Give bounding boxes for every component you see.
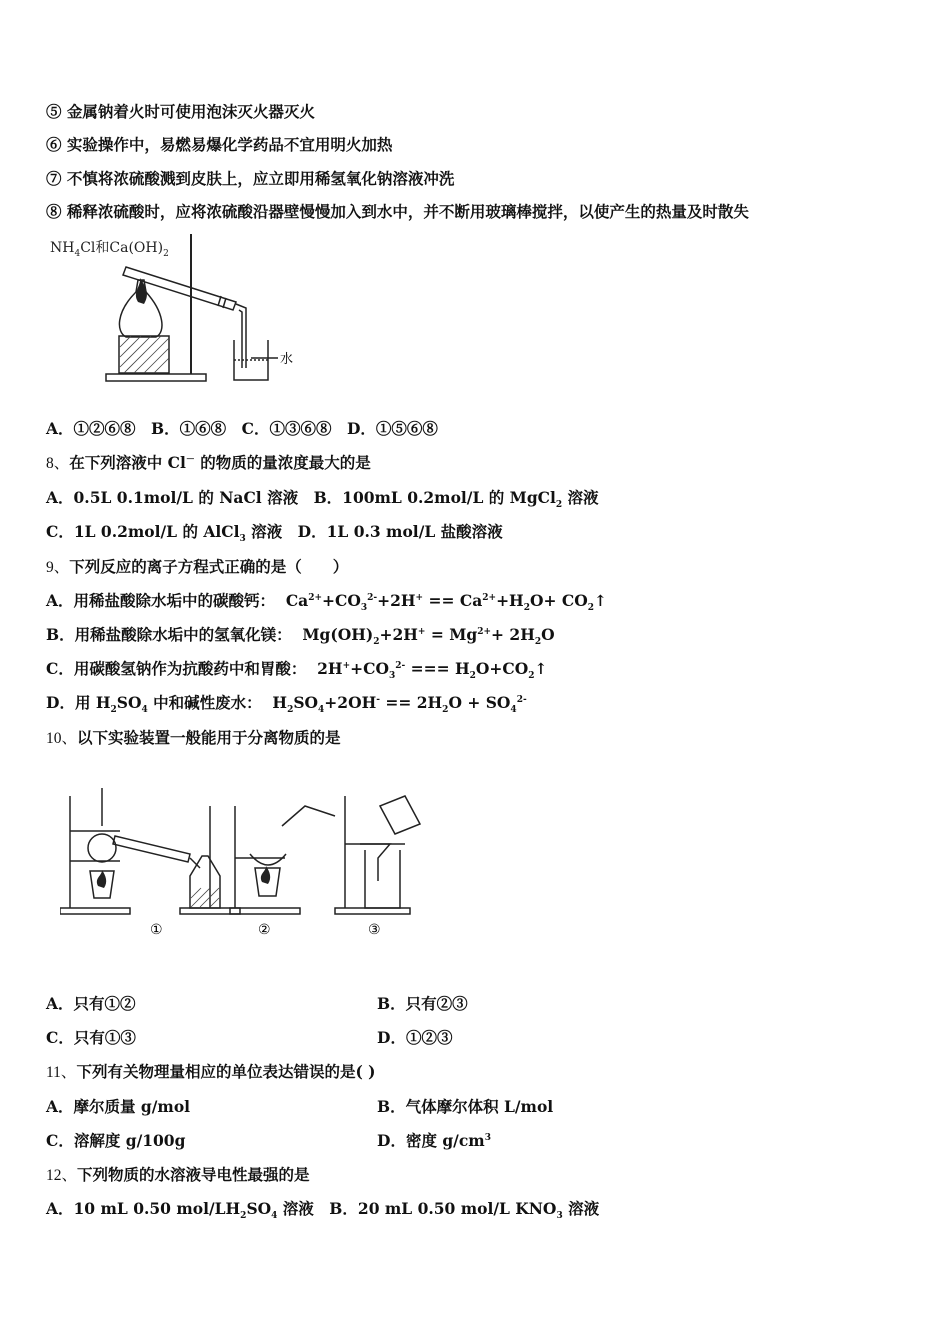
q10-option-b: B．只有②③ xyxy=(377,994,468,1013)
ammonia-apparatus-figure xyxy=(46,232,316,392)
q9-option-b: B．用稀盐酸除水垢中的氢氧化镁： $Mg(OH)_2+2H^+ = Mg^{2+}+ 2H_2O$ xyxy=(46,625,555,648)
q10-stem: 10、以下实验装置一般能用于分离物质的是 xyxy=(46,728,341,747)
q9-option-c: C．用碳酸氢钠作为抗酸药中和胃酸： $2H^++CO_3^{2-}$ === $H_2O+CO_2↑$ xyxy=(46,659,548,682)
q11-option-b: B．气体摩尔体积 L/mol xyxy=(377,1097,554,1116)
item-7: ⑦ 不慎将浓硫酸溅到皮肤上，应立即用稀氢氧化钠溶液冲洗 xyxy=(46,169,455,188)
q7-options: A．①②⑥⑧ B．①⑥⑧ C．①③⑥⑧ D．①⑤⑥⑧ xyxy=(46,419,438,438)
item-8: ⑧ 稀释浓硫酸时，应将浓硫酸沿器壁慢慢加入到水中，并不断用玻璃棒搅拌，以使产生的热量及时散失 xyxy=(46,202,749,221)
q8-options-ab: A．0.5L 0.1mol/L 的 NaCl 溶液 B．100mL 0.2mol/L 的 MgCl$_2$ 溶液 xyxy=(46,488,599,511)
q10-option-d: D．①②③ xyxy=(377,1028,453,1047)
q11-option-c: C．溶解度 g/100g xyxy=(46,1131,186,1150)
svg-text:②: ② xyxy=(258,922,271,938)
item-5: ⑤ 金属钠着火时可使用泡沫灭火器灭火 xyxy=(46,102,315,121)
q9-stem: 9、下列反应的离子方程式正确的是（ ） xyxy=(46,557,349,576)
q12-stem: 12、下列物质的水溶液导电性最强的是 xyxy=(46,1165,310,1184)
q9-option-a: A．用稀盐酸除水垢中的碳酸钙： $Ca^{2+}+CO_3^{2-}+2H^+ == Ca^{2+}+H_2O+$ $CO_2↑$ xyxy=(46,591,607,614)
q8-stem: 8、在下列溶液中 Cl－ 的物质的量浓度最大的是 xyxy=(46,453,371,472)
q8-options-cd: C．1L 0.2mol/L 的 AlCl$_3$ 溶液 D．1L 0.3 mol/L 盐酸溶液 xyxy=(46,522,503,545)
q10-option-a: A．只有①② xyxy=(46,994,136,1013)
q11-stem: 11、下列有关物理量相应的单位表达错误的是( ) xyxy=(46,1062,376,1081)
separation-apparatus-figure xyxy=(60,786,450,946)
svg-text:①: ① xyxy=(150,922,163,938)
svg-text:③: ③ xyxy=(368,922,381,938)
svg-text:水: 水 xyxy=(280,352,294,367)
q11-option-a: A．摩尔质量 g/mol xyxy=(46,1097,191,1116)
q9-option-d: D．用 $H_2SO_4$ 中和碱性废水： $H_2SO_4+2OH^- == 2H_2O + SO_4^{2-}$ xyxy=(46,693,527,716)
svg-text:NH4Cl和Ca(OH)2: $NH_4Cl$和$Ca(OH)_2$ xyxy=(50,240,169,259)
q10-option-c: C．只有①③ xyxy=(46,1028,136,1047)
q11-option-d: D．密度 $g/cm^3$ xyxy=(377,1131,491,1150)
item-6: ⑥ 实验操作中，易燃易爆化学药品不宜用明火加热 xyxy=(46,135,393,154)
q12-options: A．10 mL 0.50 mol/$LH_2SO_4$ 溶液 B．20 mL 0.50 mol/L $KNO_3$ 溶液 xyxy=(46,1199,600,1222)
